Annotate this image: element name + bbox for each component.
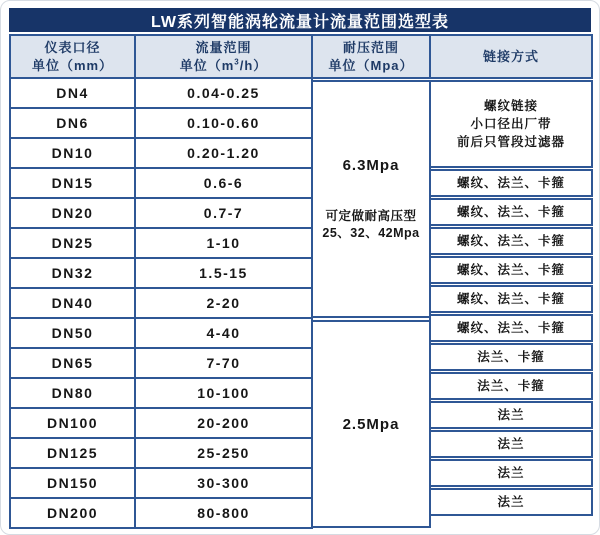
connection-cell: 法兰 — [429, 488, 593, 516]
header-flow-range-line2 — [180, 57, 268, 75]
pressure-value-low: 2.5Mpa — [342, 415, 400, 433]
selection-table — [9, 34, 591, 529]
dn-cell: DN25 — [9, 227, 136, 259]
header-diameter — [9, 34, 136, 79]
connection-line: 前后只管段过滤器 — [456, 135, 565, 149]
connection-cell: 法兰、卡箍 — [429, 372, 593, 400]
range-cell: 1-10 — [134, 227, 313, 259]
pressure-note-line1: 可定做耐高压型 — [325, 208, 417, 223]
dn-cell: DN65 — [9, 347, 136, 379]
range-cell: 0.10-0.60 — [134, 107, 313, 139]
connection-line: 螺纹链接 — [483, 99, 538, 113]
dn-cell: DN6 — [9, 107, 136, 139]
connection-cell: 法兰 — [429, 459, 593, 487]
connection-cells — [429, 79, 593, 517]
range-cell: 7-70 — [134, 347, 313, 379]
column-flow-range — [134, 34, 313, 529]
range-cell: 0.6-6 — [134, 167, 313, 199]
dn-cell: DN100 — [9, 407, 136, 439]
connection-cell: 螺纹、法兰、卡箍 — [429, 314, 593, 342]
dn-cell: DN10 — [9, 137, 136, 169]
header-flow-range — [134, 34, 313, 79]
connection-cell — [429, 80, 593, 168]
range-cell: 0.7-7 — [134, 197, 313, 229]
flow-range-cells — [134, 79, 313, 529]
connection-cell: 螺纹、法兰、卡箍 — [429, 227, 593, 255]
range-cell: 80-800 — [134, 497, 313, 529]
dn-cell: DN80 — [9, 377, 136, 409]
range-cell: 0.04-0.25 — [134, 77, 313, 109]
pressure-note — [322, 208, 419, 242]
header-connection — [429, 34, 593, 79]
dn-cell: DN20 — [9, 197, 136, 229]
header-flow-range-line1: 流量范围 — [195, 39, 252, 55]
connection-line: 小口径出厂带 — [470, 117, 552, 131]
flow-unit-superscript: 3 — [234, 57, 240, 67]
dn-cell: DN200 — [9, 497, 136, 529]
diameter-cells — [9, 79, 136, 529]
dn-cell: DN15 — [9, 167, 136, 199]
range-cell: 4-40 — [134, 317, 313, 349]
pressure-note-line2: 25、32、42Mpa — [322, 225, 420, 240]
connection-cell: 螺纹、法兰、卡箍 — [429, 256, 593, 284]
dn-cell: DN4 — [9, 77, 136, 109]
connection-cell: 法兰、卡箍 — [429, 343, 593, 371]
header-pressure — [311, 34, 431, 79]
range-cell: 25-250 — [134, 437, 313, 469]
header-pressure-line2: 单位（Mpa） — [328, 57, 414, 73]
flow-unit-prefix: 单位（m — [179, 57, 235, 73]
range-cell: 10-100 — [134, 377, 313, 409]
column-connection — [429, 34, 593, 517]
range-cell: 1.5-15 — [134, 257, 313, 289]
pressure-value-high: 6.3Mpa — [342, 156, 400, 174]
dn-cell: DN150 — [9, 467, 136, 499]
connection-cell: 螺纹、法兰、卡箍 — [429, 169, 593, 197]
pressure-cell-low — [311, 320, 431, 528]
range-cell: 20-200 — [134, 407, 313, 439]
header-pressure-line1: 耐压范围 — [342, 39, 399, 55]
connection-cell: 螺纹、法兰、卡箍 — [429, 285, 593, 313]
table-title: LW系列智能涡轮流量计流量范围选型表 — [9, 8, 591, 32]
header-diameter-line1: 仪表口径 — [44, 39, 101, 55]
dn-cell: DN125 — [9, 437, 136, 469]
dn-cell: DN40 — [9, 287, 136, 319]
range-cell: 30-300 — [134, 467, 313, 499]
column-pressure — [311, 34, 431, 529]
header-diameter-line2: 单位（mm） — [31, 57, 114, 73]
dn-cell: DN32 — [9, 257, 136, 289]
column-diameter — [9, 34, 136, 529]
range-cell: 2-20 — [134, 287, 313, 319]
pressure-cell-high — [311, 80, 431, 318]
connection-cell: 法兰 — [429, 430, 593, 458]
connection-cell: 螺纹、法兰、卡箍 — [429, 198, 593, 226]
header-connection-line1: 链接方式 — [482, 48, 539, 64]
connection-cell: 法兰 — [429, 401, 593, 429]
dn-cell: DN50 — [9, 317, 136, 349]
flow-unit-suffix: /h） — [239, 57, 268, 73]
range-cell: 0.20-1.20 — [134, 137, 313, 169]
